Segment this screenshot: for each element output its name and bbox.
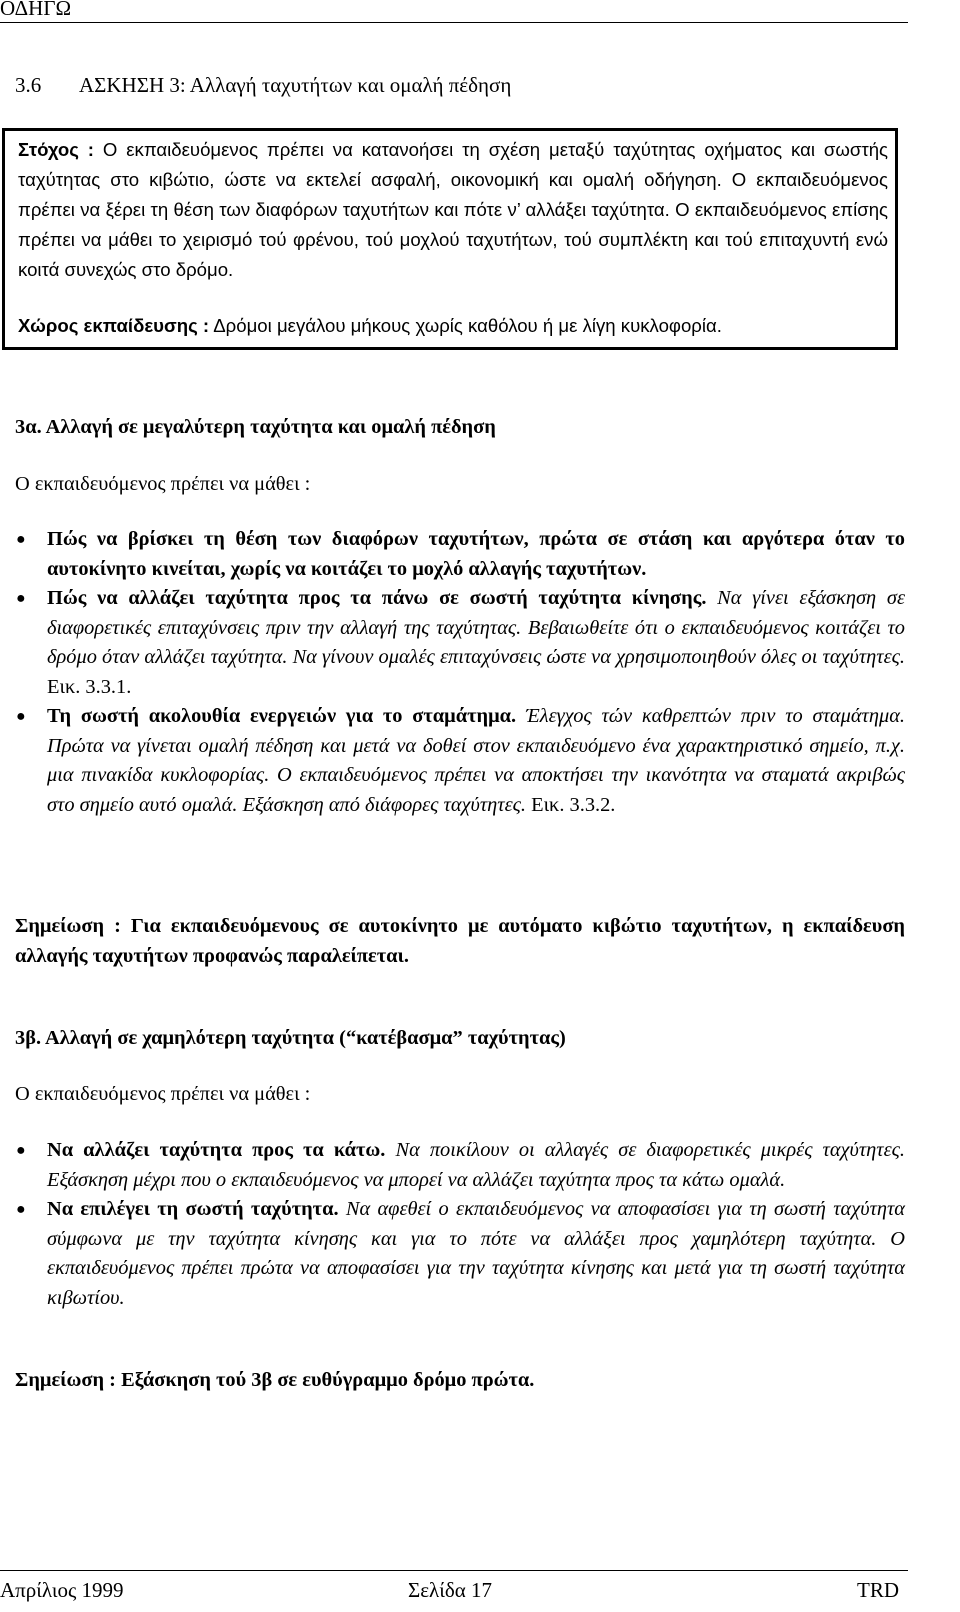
list-item: ● Πώς να βρίσκει τη θέση των διαφόρων ταχυτήτων, πρώτα σε στάση και αργότερα όταν το αυτοκίνητο κινείται, χωρίς να κοιτάζει το μοχλό αλλαγής ταχυτήτων.	[15, 525, 905, 584]
part-b-intro: Ο εκπαιδευόμενος πρέπει να μάθει :	[15, 1083, 311, 1105]
list-item: ● Πώς να αλλάζει ταχύτητα προς τα πάνω σε σωστή ταχύτητα κίνησης. Να γίνει εξάσκηση σε διαφορετικές επιταχύνσεις πριν την αλλαγή της ταχύτητας. Βεβαιωθείτε ότι ο εκπαιδευόμενος κοιτάζει το δρόμο όταν αλλάζει ταχύτητα. Να γίνουν ομαλές επιταχύνσεις ώστε να χρησιμοποιηθούν όλες οι ταχύτητες. Εικ. 3.3.1.	[15, 584, 905, 702]
part-b-title: 3β. Αλλαγή σε χαμηλότερη ταχύτητα (“κατέβασμα” ταχύτητας)	[15, 1027, 566, 1049]
area-text: Δρόμοι μεγάλου μήκους χωρίς καθόλου ή με λίγη κυκλοφορία.	[213, 315, 722, 336]
running-header: ΟΔΗΓΩ	[0, 0, 72, 20]
section-heading	[15, 73, 511, 98]
footer-date: Απρίλιος 1999	[0, 1578, 124, 1602]
part-a-title: 3α. Αλλαγή σε μεγαλύτερη ταχύτητα και ομαλή πέδηση	[15, 416, 496, 438]
part-a-intro: Ο εκπαιδευόμενος πρέπει να μάθει :	[15, 473, 311, 495]
area-label: Χώρος εκπαίδευσης :	[18, 315, 210, 336]
bullet-icon: ●	[16, 1142, 26, 1159]
bullet-icon: ●	[16, 531, 26, 548]
part-a-list	[15, 525, 905, 820]
section-number: 3.6	[15, 73, 42, 97]
bullet-icon: ●	[16, 1201, 26, 1218]
goal-label: Στόχος :	[18, 139, 94, 160]
footer-page-number: Σελίδα 17	[408, 1578, 493, 1602]
part-a-note: Σημείωση : Για εκπαιδευόμενους σε αυτοκίνητο με αυτόματο κιβώτιο ταχυτήτων, η εκπαίδευση αλλαγής ταχυτήτων προφανώς παραλείπεται.	[15, 915, 905, 967]
footer-org: TRD	[857, 1578, 899, 1602]
goal-text: Ο εκπαιδευόμενος πρέπει να κατανοήσει τη σχέση μεταξύ ταχύτητας οχήματος και σωστής ταχύτητας στο κιβώτιο, ώστε να εκτελεί ασφαλή, οικονομική και ομαλή οδήγηση. Ο εκπαιδευόμενος πρέπει να ξέρει τη θέση των διαφόρων ταχυτήτων και πότε ν’ αλλάξει ταχύτητα. Ο εκπαιδευόμενος επίσης πρέπει να μάθει το χειρισμό τού φρένου, τού μοχλού ταχυτήτων, τού συμπλέκτη και τού επιταχυντή ενώ κοιτά συνεχώς στο δρόμο.	[18, 139, 888, 280]
list-item: ● Τη σωστή ακολουθία ενεργειών για το σταμάτημα. Έλεγχος τών καθρεπτών πριν το σταμάτημα. Πρώτα να γίνεται ομαλή πέδηση και μετά να δοθεί στον εκπαιδευόμενο ένα χαρακτηριστικό σημείο, π.χ. μια πινακίδα κυκλοφορίας. Ο εκπαιδευόμενος πρέπει να αποκτήσει την ικανότητα να σταματά ακριβώς στο σημείο αυτό ομαλά. Εξάσκηση από διάφορες ταχύτητες. Εικ. 3.3.2.	[15, 702, 905, 820]
footer-divider	[0, 1570, 908, 1571]
part-b-list	[15, 1136, 905, 1313]
bullet-icon: ●	[16, 708, 26, 725]
goal-paragraph	[18, 135, 888, 285]
list-item: ● Να αλλάζει ταχύτητα προς τα κάτω. Να ποικίλουν οι αλλαγές σε διαφορετικές μικρές ταχύτητες. Εξάσκηση μέχρι που ο εκπαιδευόμενος να μπορεί να αλλάζει ταχύτητα προς τα κάτω ομαλά.	[15, 1136, 905, 1195]
bullet-icon: ●	[16, 590, 26, 607]
part-b-note: Σημείωση : Εξάσκηση τού 3β σε ευθύγραμμο δρόμο πρώτα.	[15, 1369, 535, 1391]
header-divider	[0, 22, 908, 23]
training-area	[18, 311, 888, 341]
section-title: ΑΣΚΗΣΗ 3: Αλλαγή ταχυτήτων και ομαλή πέδηση	[79, 73, 512, 97]
goal-box	[2, 128, 898, 350]
list-item: ● Να επιλέγει τη σωστή ταχύτητα. Να αφεθεί ο εκπαιδευόμενος να αποφασίσει για τη σωστή ταχύτητα σύμφωνα με την ταχύτητα κίνησης και για το πότε να αλλάξει προς χαμηλότερη ταχύτητα. Ο εκπαιδευόμενος πρέπει πρώτα να αποφασίσει για την ταχύτητα κίνησης και μετά για τη σωστή ταχύτητα κιβωτίου.	[15, 1195, 905, 1313]
